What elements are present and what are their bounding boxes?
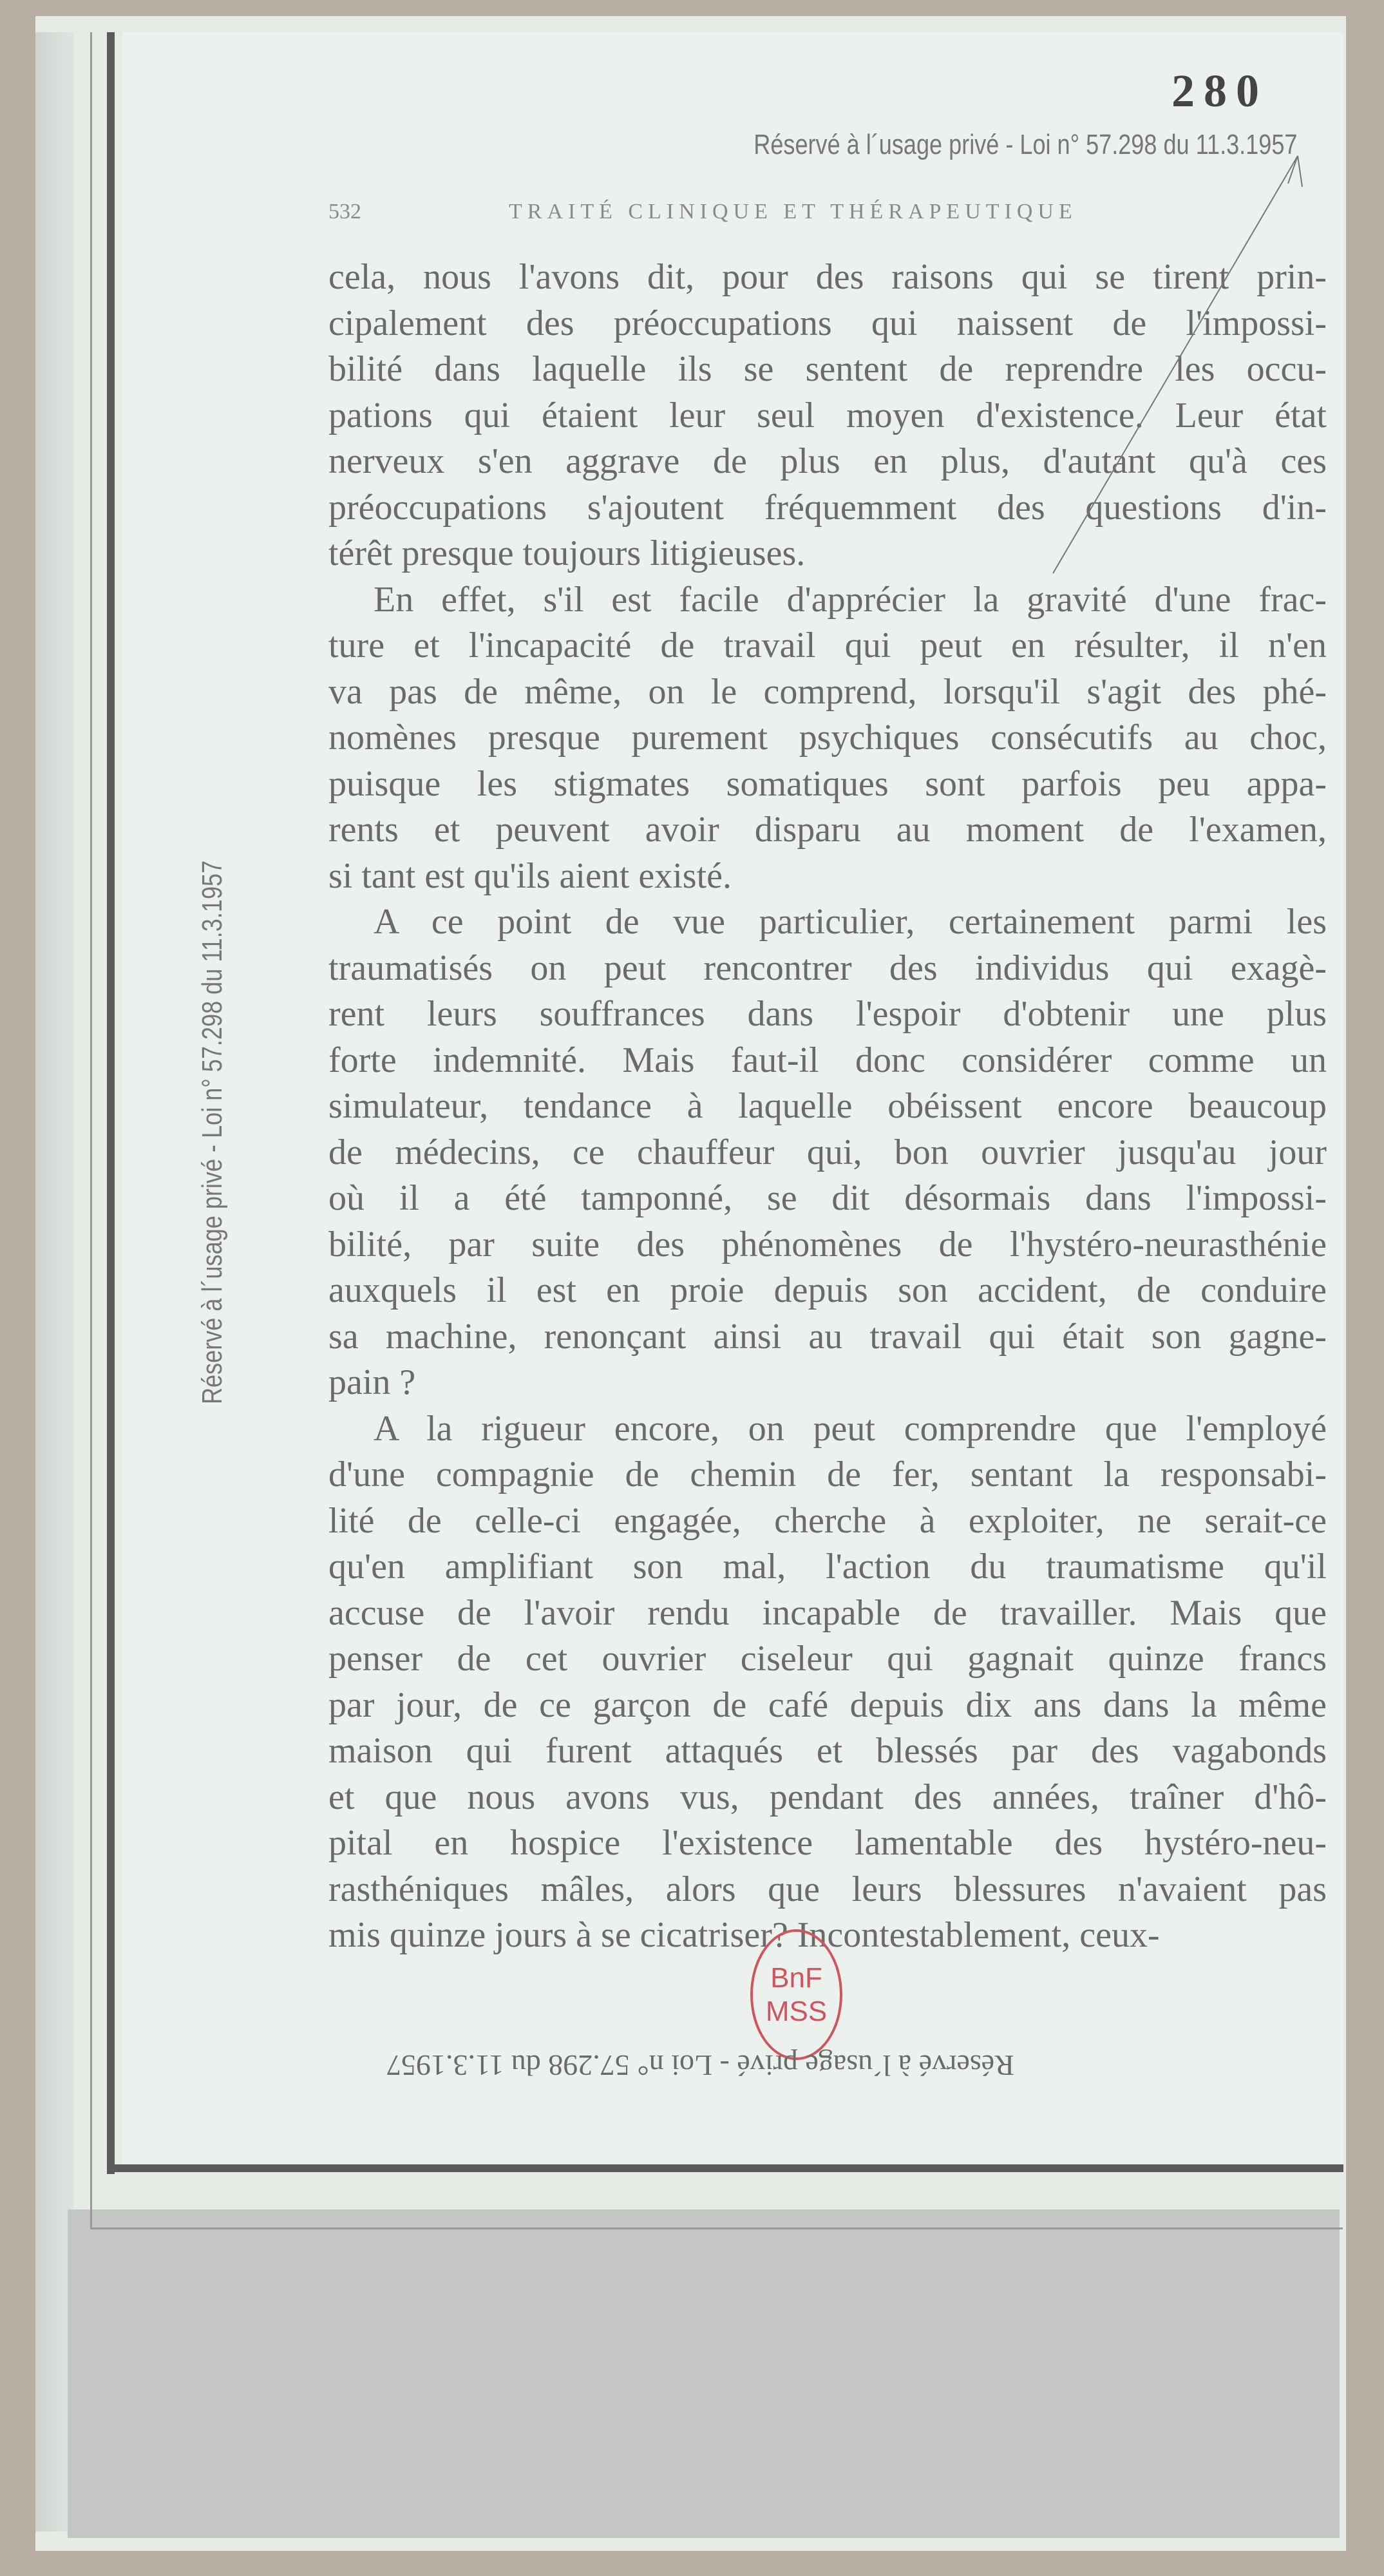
book-page-number: 532: [328, 200, 361, 224]
text-line: d'une compagnie de chemin de fer, sentant la responsabi-: [328, 1455, 1327, 1494]
text-line: auxquels il est en proie depuis son accident, de conduire: [328, 1270, 1327, 1310]
running-title: TRAITÉ CLINIQUE ET THÉRAPEUTIQUE: [509, 200, 1077, 224]
text-line: nomènes presque purement psychiques consécutifs au choc,: [328, 718, 1327, 758]
text-line: térêt presque toujours litigieuses.: [328, 533, 806, 573]
text-line: pain ?: [328, 1362, 416, 1402]
text-line: par jour, de ce garçon de café depuis dix ans dans la même: [328, 1684, 1327, 1725]
text-line: sa machine, renonçant ainsi au travail qui était son gagne-: [328, 1316, 1327, 1357]
text-line: A la rigueur encore, on peut comprendre que l'employé: [374, 1408, 1327, 1449]
text-line: rents et peuvent avoir disparu au moment de l'examen,: [328, 810, 1327, 850]
text-line: mis quinze jours à se cicatriser? Incontestablement, ceux-: [328, 1915, 1160, 1955]
text-line: va pas de même, on le comprend, lorsqu'il s'agit des phé-: [328, 671, 1327, 712]
text-line: penser de cet ouvrier ciseleur qui gagnait quinze francs: [328, 1639, 1327, 1679]
stamp-line-2: MSS: [765, 1995, 828, 2027]
text-line: bilité dans laquelle ils se sentent de reprendre les occu-: [328, 349, 1327, 389]
text-line: forte indemnité. Mais faut-il donc considérer comme un: [328, 1040, 1327, 1080]
pencil-line: [1053, 156, 1298, 573]
text-line: ture et l'incapacité de travail qui peut en résulter, il n'en: [328, 625, 1327, 665]
text-line: cipalement des préoccupations qui naissent de l'impossi-: [328, 303, 1327, 343]
text-line: et que nous avons vus, pendant des années, traîner d'hô-: [328, 1777, 1327, 1817]
text-line: si tant est qu'ils aient existé.: [328, 855, 732, 896]
text-line: accuse de l'avoir rendu incapable de travailler. Mais que: [328, 1592, 1327, 1633]
text-line: qu'en amplifiant son mal, l'action du traumatisme qu'il: [328, 1547, 1327, 1587]
text-line: En effet, s'il est facile d'apprécier la gravité d'une frac-: [374, 579, 1327, 620]
text-line: préoccupations s'ajoutent fréquemment des questions d'in-: [328, 487, 1327, 528]
text-line: traumatisés on peut rencontrer des individus qui exagè-: [328, 948, 1327, 988]
stamp-line-1: BnF: [770, 1961, 822, 1994]
text-line: lité de celle-ci engagée, cherche à exploiter, ne serait-ce: [328, 1500, 1327, 1541]
text-line: rasthéniques mâles, alors que leurs blessures n'avaient pas: [328, 1869, 1327, 1909]
text-line: maison qui furent attaqués et blessés par des vagabonds: [328, 1731, 1327, 1771]
text-line: pations qui étaient leur seul moyen d'existence. Leur état: [328, 395, 1327, 435]
copyright-notice-upside-down: Réservé à l´usage privé - Loi n° 57.298 du 11.3.1957: [386, 2049, 1014, 2082]
copyright-notice-margin: Réservé à l´usage privé - Loi n° 57.298 du 11.3.1957: [196, 860, 228, 1404]
text-line: où il a été tamponné, se dit désormais dans l'impossi-: [328, 1178, 1327, 1218]
text-line: A ce point de vue particulier, certainement parmi les: [374, 902, 1327, 942]
text-line: bilité, par suite des phénomènes de l'hystéro-neurasthénie: [328, 1224, 1327, 1264]
text-line: puisque les stigmates somatiques sont parfois peu appa-: [328, 763, 1327, 804]
copyright-notice-top: Réservé à l´usage privé - Loi n° 57.298 du 11.3.1957: [753, 129, 1297, 160]
folio-number: 280: [1171, 65, 1268, 117]
text-line: de médecins, ce chauffeur qui, bon ouvrier jusqu'au jour: [328, 1132, 1327, 1172]
text-line: rent leurs souffrances dans l'espoir d'obtenir une plus: [328, 994, 1327, 1034]
text-line: nerveux s'en aggrave de plus en plus, d'autant qu'à ces: [328, 441, 1327, 481]
text-line: simulateur, tendance à laquelle obéissent encore beaucoup: [328, 1086, 1327, 1126]
text-line: cela, nous l'avons dit, pour des raisons qui se tirent prin-: [328, 257, 1327, 297]
text-line: pital en hospice l'existence lamentable des hystéro-neu-: [328, 1823, 1327, 1863]
